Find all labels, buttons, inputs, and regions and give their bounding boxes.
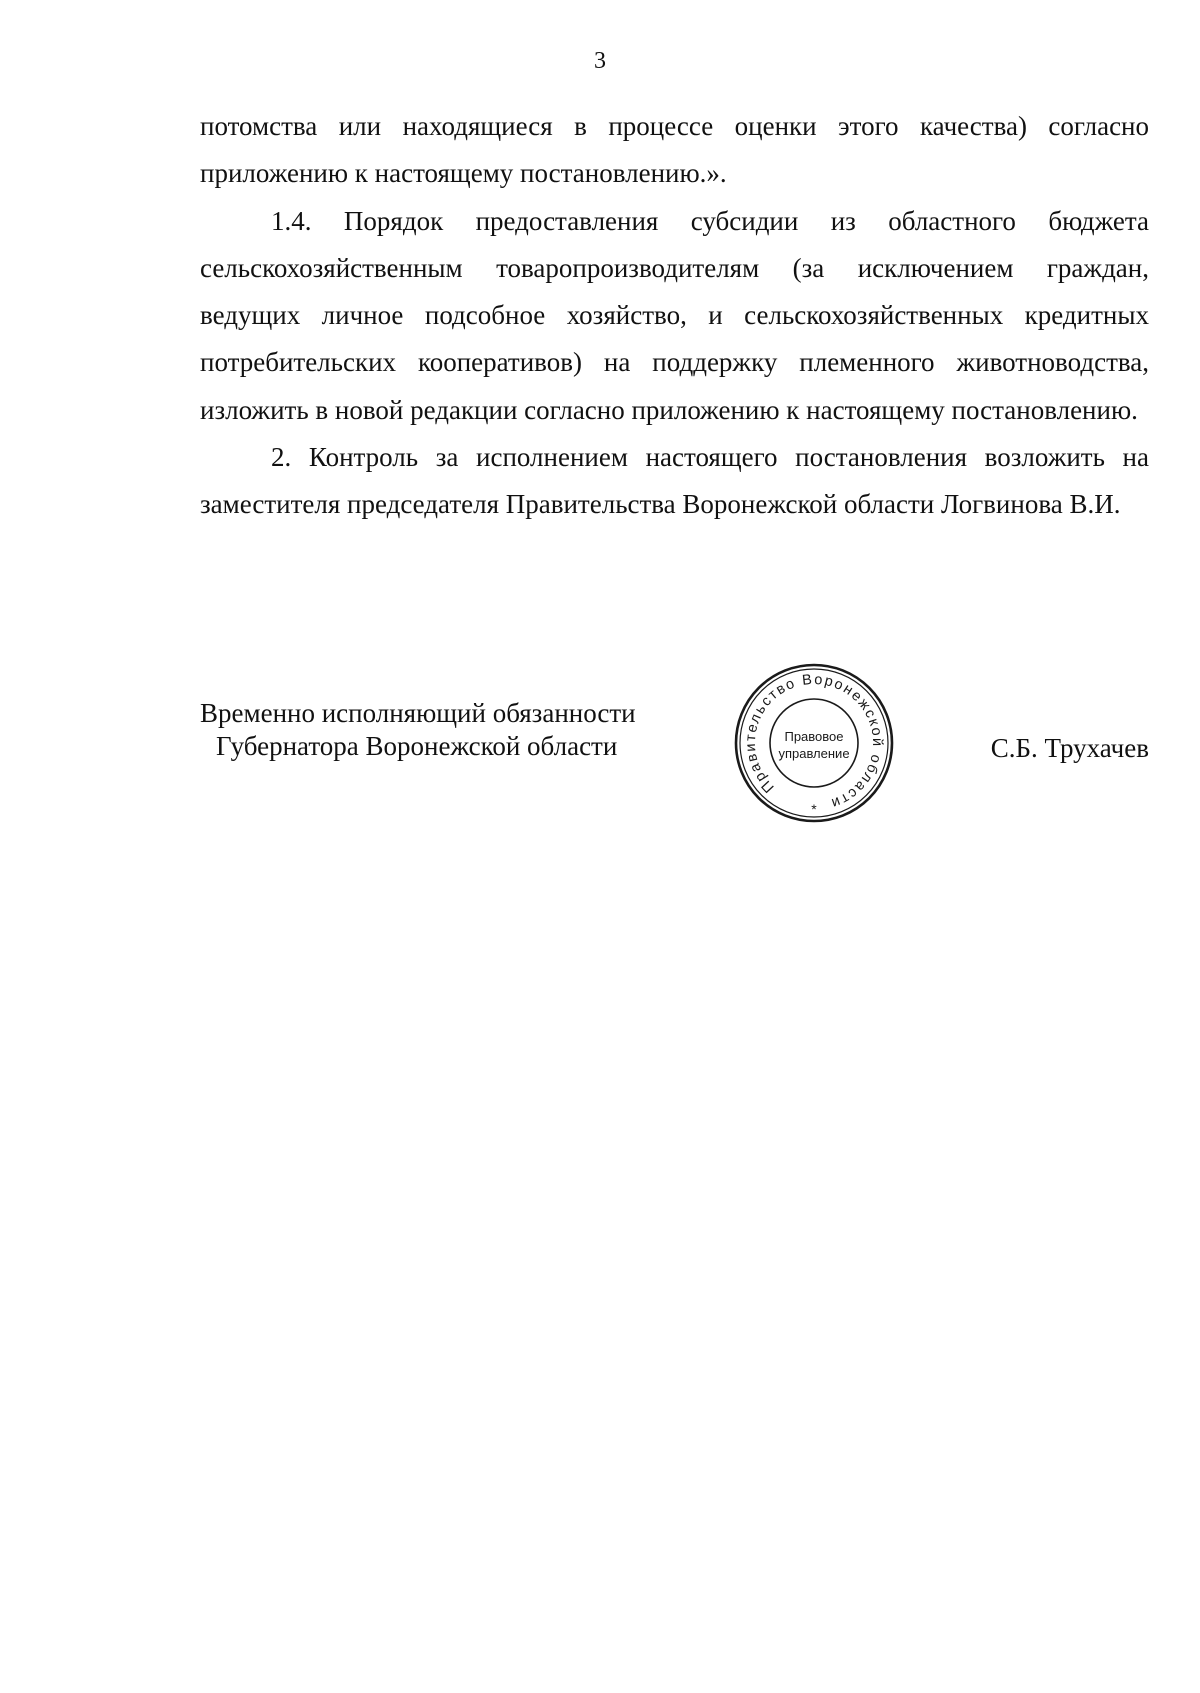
stamp-center-line-1: Правовое: [784, 729, 844, 744]
signatory-name: С.Б. Трухачев: [990, 733, 1149, 763]
signatory-position: [200, 697, 680, 763]
stamp-ring-text-path: Правительство Воронежской области: [742, 671, 886, 812]
body-text: [200, 103, 1149, 529]
paragraph-1-4: 1.4. Порядок предоставления субсидии из областного бюджета сельскохозяйственным товаропроизводителям (за исключением граждан, ведущих личное подсобное хозяйство, и сельскохозяйственных кредитных потребительских кооперативов) на поддержку племенного животноводства, изложить в новой редакции согласно приложению к настоящему постановлению.: [200, 205, 1149, 425]
legal-department-stamp: [732, 661, 896, 825]
stamp-bottom-mark: *: [811, 801, 817, 817]
paragraph-2: 2. Контроль за исполнением настоящего постановления возложить на заместителя председателя Правительства Воронежской области Логвинова В.И.: [200, 442, 1149, 520]
stamp-graphic: [732, 661, 896, 825]
signatory-position-line-1: Временно исполняющий обязанности: [200, 698, 636, 728]
signatory-position-line-2: Губернатора Воронежской области: [216, 731, 618, 761]
page-number: 3: [594, 48, 606, 74]
paragraph-continuation: потомства или находящиеся в процессе оценки этого качества) согласно приложению к настоящему постановлению.».: [200, 111, 1149, 189]
stamp-center-line-2: управление: [778, 746, 850, 761]
